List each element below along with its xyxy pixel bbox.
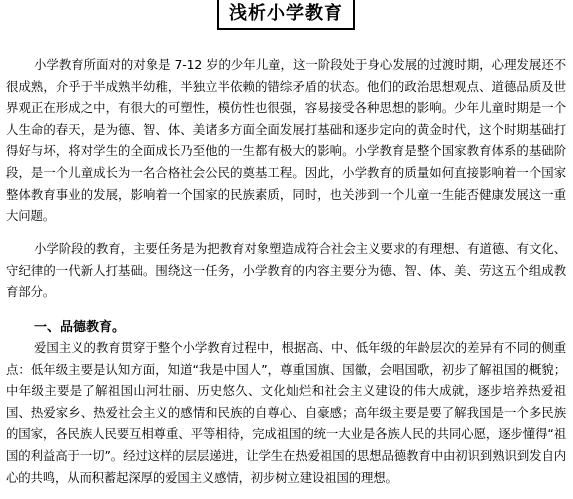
title-frame (217, 0, 355, 30)
task-paragraph: 小学阶段的教育，主要任务是为把教育对象塑造成符合社会主义要求的有理想、有道德、有文化、守纪律的一代新人打基础。围绕这一任务，小学教育的内容主要分为德、智、体、美、劳这五个组成教育部分。 (6, 241, 566, 300)
document-title: 浅析小学教育 (229, 3, 343, 24)
intro-paragraph: 小学教育所面对的对象是 7-12 岁的少年儿童，这一阶段处于身心发展的过渡时期，心理发展还不很成熟，介乎于半成熟半幼稚，半独立半依赖的错综矛盾的状态。他们的政治思想观点、道德品质及世界观正在形成之中，有很大的可塑性，模仿性也很强，容易接受各种思想的影响。少年儿童时期是一个人生命的春天，是为德、智、体、美诸多方面全面发展打基础和逐步定向的黄金时代，这个时期基础打得好与坏，将对学生的全面成长乃至他的一生都有极大的影响。小学教育是整个国家教育体系的基础阶段，是一个儿童成长为一名合格社会公民的奠基工程。因此，小学教育的质量如何直接影响着一个国家整体教育事业的发展，影响着一个国家的民族素质，同时，也关涉到一个儿童一生能否健康发展这一重大问题。 (6, 57, 566, 224)
moral-education-paragraph: 爱国主义的教育贯穿于整个小学教育过程中，根据高、中、低年级的年龄层次的差异有不同的侧重点：低年级主要是认知方面，知道“我是中国人”，尊重国旗、国徽，会唱国歌，初步了解祖国的概貌；中年级主要是了解祖国山河壮丽、历史悠久、文化灿烂和社会主义建设的伟大成就，逐步培养热爱祖国、热爱家乡、热爱社会主义的感情和民族的自尊心、自豪感；高年级主要是要了解我国是一个多民族的国家，各民族人民要互相尊重、平等相待，完成祖国的统一大业是各族人民的共同心愿，逐步懂得“祖国的利益高于一切”。经过这样的层层递进，让学生在热爱祖国的思想品德教育中由初识到熟识到发自内心的共鸣，从而积蓄起深厚的爱国主义感情，初步树立建设祖国的理想。 (6, 340, 566, 485)
section-heading: 一、品德教育。 (34, 320, 126, 335)
